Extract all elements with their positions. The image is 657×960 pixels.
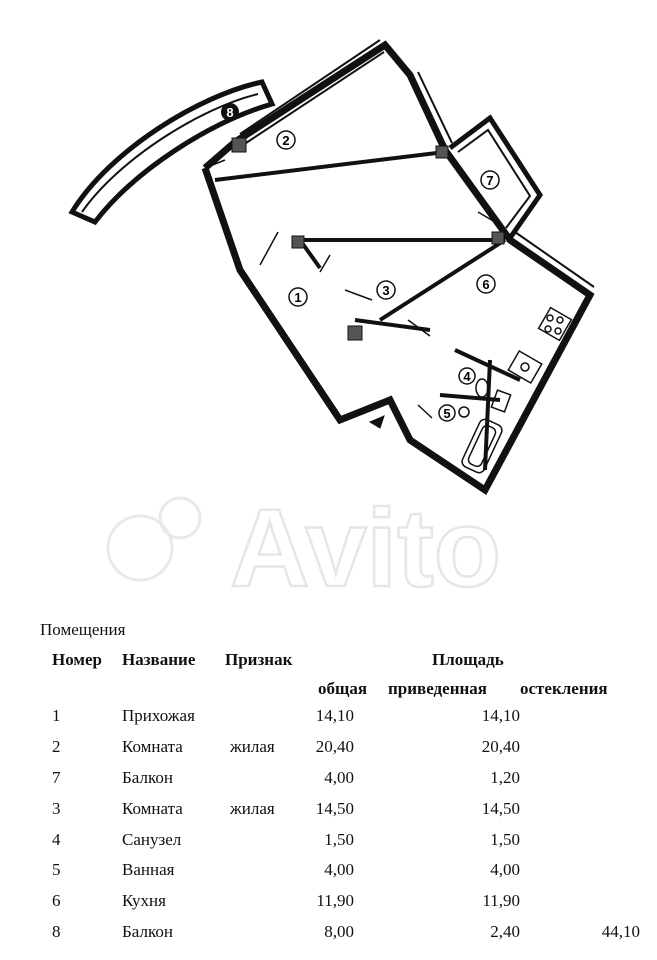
header-area: Площадь bbox=[432, 650, 504, 669]
cell-reduced: 4,00 bbox=[490, 860, 520, 879]
svg-text:Avito: Avito bbox=[230, 487, 501, 610]
cell-name: Кухня bbox=[122, 891, 166, 910]
avito-watermark bbox=[100, 478, 570, 618]
svg-text:6: 6 bbox=[482, 277, 490, 292]
svg-text:7: 7 bbox=[486, 173, 494, 188]
cell-reduced: 14,10 bbox=[481, 706, 520, 725]
table-row bbox=[0, 799, 657, 829]
cell-reduced: 11,90 bbox=[482, 891, 520, 910]
room-marker-4 bbox=[459, 368, 475, 384]
toilet-icon bbox=[476, 379, 511, 412]
table-row bbox=[0, 891, 657, 921]
table-row bbox=[0, 922, 657, 952]
room-marker-6 bbox=[477, 275, 495, 293]
room-marker-8 bbox=[221, 103, 239, 121]
windows bbox=[240, 40, 594, 294]
header-total: общая bbox=[318, 679, 368, 698]
cell-total: 4,00 bbox=[324, 768, 354, 787]
cell-total: 20,40 bbox=[315, 737, 354, 756]
cell-name: Комната bbox=[122, 799, 183, 818]
cell-name: Балкон bbox=[122, 768, 173, 787]
header-glazing: остекления bbox=[520, 679, 608, 698]
table-row bbox=[0, 830, 657, 860]
room-marker-1 bbox=[289, 288, 307, 306]
table-caption: Помещения bbox=[40, 620, 126, 639]
cell-total: 11,90 bbox=[316, 891, 354, 910]
cell-name: Ванная bbox=[122, 860, 175, 879]
cell-number: 2 bbox=[52, 737, 61, 756]
outer-walls bbox=[205, 45, 590, 490]
cell-kind: жилая bbox=[230, 799, 275, 818]
table-row bbox=[0, 737, 657, 767]
cell-name: Прихожая bbox=[122, 706, 195, 725]
cell-number: 1 bbox=[52, 706, 61, 725]
cell-number: 6 bbox=[52, 891, 61, 910]
cell-total: 1,50 bbox=[324, 830, 354, 849]
cell-number: 4 bbox=[52, 830, 61, 849]
cell-name: Санузел bbox=[122, 830, 182, 849]
cell-reduced: 1,50 bbox=[490, 830, 520, 849]
washbasin-icon bbox=[459, 407, 469, 417]
room-marker-3 bbox=[377, 281, 395, 299]
svg-text:3: 3 bbox=[382, 283, 390, 298]
cell-name: Комната bbox=[122, 737, 183, 756]
cell-total: 8,00 bbox=[324, 922, 354, 941]
cell-kind: жилая bbox=[230, 737, 275, 756]
cell-total: 14,50 bbox=[315, 799, 354, 818]
header-name: Название bbox=[122, 650, 196, 669]
svg-text:8: 8 bbox=[226, 105, 234, 120]
room-marker-5 bbox=[439, 405, 455, 421]
entrance-arrow-icon bbox=[370, 416, 384, 428]
cell-reduced: 14,50 bbox=[481, 799, 520, 818]
svg-text:4: 4 bbox=[463, 369, 471, 384]
header-reduced: приведенная bbox=[388, 679, 487, 698]
header-kind: Признак bbox=[225, 650, 293, 669]
cell-name: Балкон bbox=[122, 922, 173, 941]
cell-total: 14,10 bbox=[315, 706, 354, 725]
cell-glazing: 44,10 bbox=[601, 922, 640, 941]
cell-total: 4,00 bbox=[324, 860, 354, 879]
cell-reduced: 1,20 bbox=[490, 768, 520, 787]
cell-number: 5 bbox=[52, 860, 61, 879]
room-marker-2 bbox=[277, 131, 295, 149]
room-markers bbox=[221, 103, 499, 421]
svg-text:2: 2 bbox=[282, 133, 290, 148]
cell-number: 7 bbox=[52, 768, 61, 787]
cell-reduced: 20,40 bbox=[481, 737, 520, 756]
room-marker-7 bbox=[481, 171, 499, 189]
table-row bbox=[0, 860, 657, 890]
header-number: Номер bbox=[52, 650, 102, 669]
table-row bbox=[0, 768, 657, 798]
cell-number: 3 bbox=[52, 799, 61, 818]
svg-text:1: 1 bbox=[294, 290, 302, 305]
table-row bbox=[0, 706, 657, 736]
svg-text:5: 5 bbox=[443, 406, 451, 421]
cell-reduced: 2,40 bbox=[490, 922, 520, 941]
interior-walls bbox=[215, 152, 520, 470]
cell-number: 8 bbox=[52, 922, 61, 941]
